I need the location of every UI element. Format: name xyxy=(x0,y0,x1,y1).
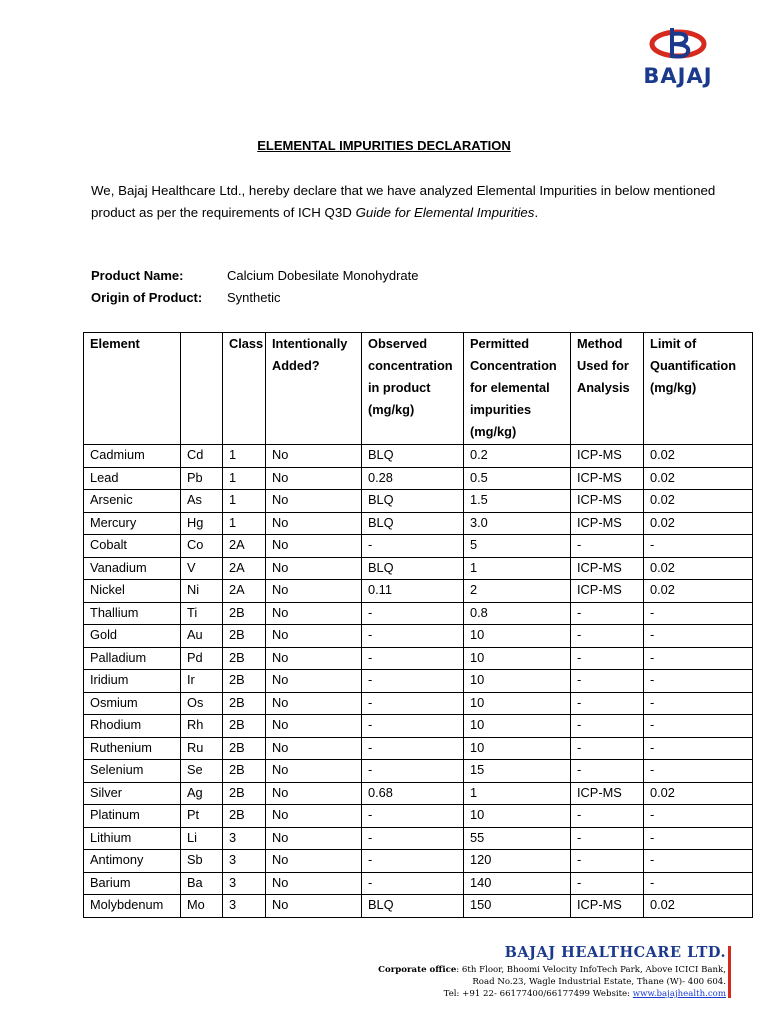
table-cell: Palladium xyxy=(84,647,181,670)
table-cell: 0.02 xyxy=(644,782,753,805)
column-header: Element xyxy=(84,333,181,445)
table-cell: 10 xyxy=(464,647,571,670)
table-cell: 2B xyxy=(223,647,266,670)
table-cell: No xyxy=(266,692,362,715)
table-cell: Li xyxy=(181,827,223,850)
table-cell: No xyxy=(266,512,362,535)
table-cell: - xyxy=(362,827,464,850)
table-cell: - xyxy=(571,760,644,783)
document-title: ELEMENTAL IMPURITIES DECLARATION xyxy=(257,138,511,153)
table-cell: Osmium xyxy=(84,692,181,715)
table-cell: No xyxy=(266,467,362,490)
table-cell: No xyxy=(266,625,362,648)
table-cell: Se xyxy=(181,760,223,783)
table-cell: ICP-MS xyxy=(571,782,644,805)
table-cell: 0.02 xyxy=(644,512,753,535)
table-cell: Ti xyxy=(181,602,223,625)
table-cell: No xyxy=(266,670,362,693)
table-cell: ICP-MS xyxy=(571,445,644,468)
table-cell: 2A xyxy=(223,557,266,580)
declaration-guide-title: Guide for Elemental Impurities xyxy=(355,205,535,220)
table-cell: ICP-MS xyxy=(571,490,644,513)
table-cell: 0.8 xyxy=(464,602,571,625)
table-cell: - xyxy=(362,715,464,738)
table-cell: - xyxy=(571,602,644,625)
table-cell: 2B xyxy=(223,760,266,783)
table-cell: 0.68 xyxy=(362,782,464,805)
origin-row xyxy=(91,290,280,305)
footer-company-name: BAJAJ HEALTHCARE LTD. xyxy=(504,944,726,961)
table-cell: ICP-MS xyxy=(571,895,644,918)
table-cell: Platinum xyxy=(84,805,181,828)
table-body xyxy=(84,445,753,918)
table-cell: Arsenic xyxy=(84,490,181,513)
table-cell: Mo xyxy=(181,895,223,918)
table-cell: 120 xyxy=(464,850,571,873)
table-cell: No xyxy=(266,715,362,738)
table-cell: - xyxy=(362,692,464,715)
table-cell: Molybdenum xyxy=(84,895,181,918)
table-cell: 2B xyxy=(223,805,266,828)
declaration-text xyxy=(91,180,731,224)
table-cell: Hg xyxy=(181,512,223,535)
table-cell: - xyxy=(644,602,753,625)
table-cell: Ni xyxy=(181,580,223,603)
table-row xyxy=(84,782,753,805)
table-cell: 1 xyxy=(223,490,266,513)
table-row xyxy=(84,467,753,490)
table-cell: - xyxy=(571,805,644,828)
table-row xyxy=(84,625,753,648)
table-cell: Ru xyxy=(181,737,223,760)
table-cell: 1 xyxy=(464,782,571,805)
table-row xyxy=(84,692,753,715)
table-cell: 10 xyxy=(464,805,571,828)
table-cell: - xyxy=(644,647,753,670)
table-cell: Pb xyxy=(181,467,223,490)
table-row xyxy=(84,557,753,580)
table-row xyxy=(84,647,753,670)
table-cell: Ir xyxy=(181,670,223,693)
table-row xyxy=(84,827,753,850)
column-header: Method Used for Analysis xyxy=(571,333,644,445)
table-cell: No xyxy=(266,535,362,558)
table-cell: - xyxy=(571,737,644,760)
table-cell: No xyxy=(266,490,362,513)
table-cell: - xyxy=(362,850,464,873)
table-cell: 10 xyxy=(464,625,571,648)
table-cell: - xyxy=(644,692,753,715)
company-logo xyxy=(630,24,730,86)
table-cell: 0.02 xyxy=(644,895,753,918)
table-cell: BLQ xyxy=(362,895,464,918)
table-header-row xyxy=(84,333,753,445)
table-cell: Silver xyxy=(84,782,181,805)
table-cell: - xyxy=(644,625,753,648)
column-header xyxy=(181,333,223,445)
table-cell: - xyxy=(644,670,753,693)
table-cell: 10 xyxy=(464,670,571,693)
table-cell: Barium xyxy=(84,872,181,895)
column-header: Intentionally Added? xyxy=(266,333,362,445)
table-row xyxy=(84,535,753,558)
table-cell: 0.2 xyxy=(464,445,571,468)
table-cell: - xyxy=(362,737,464,760)
table-cell: BLQ xyxy=(362,512,464,535)
table-cell: 140 xyxy=(464,872,571,895)
table-cell: 0.02 xyxy=(644,557,753,580)
table-cell: Cd xyxy=(181,445,223,468)
table-cell: 2B xyxy=(223,625,266,648)
table-cell: 3 xyxy=(223,872,266,895)
footer-address-1 xyxy=(378,965,726,975)
product-name-label: Product Name: xyxy=(91,268,184,283)
table-cell: - xyxy=(644,715,753,738)
footer-address-line1: : 6th Floor, Bhoomi Velocity InfoTech Park, Above ICICI Bank, xyxy=(456,965,726,975)
footer-address-2: Road No.23, Wagle Industrial Estate, Thane (W)- 400 604. xyxy=(472,977,726,987)
table-cell: Iridium xyxy=(84,670,181,693)
table-cell: Rhodium xyxy=(84,715,181,738)
table-cell: - xyxy=(571,715,644,738)
table-cell: 55 xyxy=(464,827,571,850)
table-cell: No xyxy=(266,805,362,828)
table-cell: - xyxy=(644,805,753,828)
table-cell: Pt xyxy=(181,805,223,828)
table-cell: Ag xyxy=(181,782,223,805)
table-cell: Antimony xyxy=(84,850,181,873)
table-cell: 3 xyxy=(223,827,266,850)
footer-website-link[interactable]: www.bajajhealth.com xyxy=(632,989,726,999)
table-cell: - xyxy=(362,535,464,558)
table-cell: No xyxy=(266,782,362,805)
table-cell: - xyxy=(571,692,644,715)
table-cell: Selenium xyxy=(84,760,181,783)
table-cell: 5 xyxy=(464,535,571,558)
table-cell: 1 xyxy=(223,445,266,468)
table-cell: No xyxy=(266,737,362,760)
table-cell: No xyxy=(266,872,362,895)
table-cell: - xyxy=(362,670,464,693)
footer-contact-text: Tel: +91 22- 66177400/66177499 Website: xyxy=(443,989,633,999)
table-cell: Co xyxy=(181,535,223,558)
product-name-row xyxy=(91,268,418,283)
table-cell: Au xyxy=(181,625,223,648)
table-row xyxy=(84,895,753,918)
table-cell: - xyxy=(362,872,464,895)
column-header: Class xyxy=(223,333,266,445)
table-cell: - xyxy=(362,647,464,670)
table-row xyxy=(84,490,753,513)
table-cell: Lead xyxy=(84,467,181,490)
footer-office-label: Corporate office xyxy=(378,965,457,975)
table-cell: 2 xyxy=(464,580,571,603)
table-row xyxy=(84,715,753,738)
table-cell: 2B xyxy=(223,670,266,693)
table-cell: ICP-MS xyxy=(571,580,644,603)
table-cell: 3 xyxy=(223,895,266,918)
table-cell: - xyxy=(362,602,464,625)
table-cell: 3 xyxy=(223,850,266,873)
table-cell: Gold xyxy=(84,625,181,648)
table-cell: 2A xyxy=(223,535,266,558)
table-row xyxy=(84,602,753,625)
table-cell: 2B xyxy=(223,715,266,738)
column-header: Observed concentration in product (mg/kg) xyxy=(362,333,464,445)
table-cell: No xyxy=(266,895,362,918)
declaration-body: We, Bajaj Healthcare Ltd., hereby declare that we have analyzed Elemental Impurities in below mentioned product as per the requirements of ICH Q3D xyxy=(91,183,716,220)
table-cell: 0.02 xyxy=(644,580,753,603)
table-cell: - xyxy=(644,827,753,850)
table-row xyxy=(84,512,753,535)
table-cell: ICP-MS xyxy=(571,467,644,490)
table-row xyxy=(84,760,753,783)
table-cell: 1 xyxy=(464,557,571,580)
origin-value: Synthetic xyxy=(227,290,281,305)
table-cell: 2B xyxy=(223,602,266,625)
table-row xyxy=(84,850,753,873)
table-cell: 10 xyxy=(464,715,571,738)
table-cell: - xyxy=(644,760,753,783)
table-cell: - xyxy=(644,535,753,558)
table-cell: 2B xyxy=(223,737,266,760)
table-cell: - xyxy=(644,737,753,760)
impurities-table xyxy=(83,332,753,918)
column-header: Permitted Concentration for elemental impurities (mg/kg) xyxy=(464,333,571,445)
product-name-value: Calcium Dobesilate Monohydrate xyxy=(227,268,419,283)
bajaj-emblem-icon xyxy=(642,24,714,62)
table-cell: Mercury xyxy=(84,512,181,535)
table-cell: - xyxy=(644,872,753,895)
table-cell: No xyxy=(266,760,362,783)
table-cell: No xyxy=(266,580,362,603)
table-cell: No xyxy=(266,647,362,670)
table-cell: - xyxy=(571,827,644,850)
table-cell: BLQ xyxy=(362,557,464,580)
table-cell: - xyxy=(571,670,644,693)
table-cell: Os xyxy=(181,692,223,715)
origin-label: Origin of Product: xyxy=(91,290,203,305)
table-cell: - xyxy=(571,872,644,895)
table-cell: Lithium xyxy=(84,827,181,850)
declaration-end: . xyxy=(534,205,539,220)
table-cell: 1 xyxy=(223,512,266,535)
table-cell: No xyxy=(266,445,362,468)
table-cell: - xyxy=(362,805,464,828)
table-cell: 15 xyxy=(464,760,571,783)
table-cell: Vanadium xyxy=(84,557,181,580)
table-cell: Cadmium xyxy=(84,445,181,468)
table-cell: 0.02 xyxy=(644,467,753,490)
table-cell: No xyxy=(266,557,362,580)
table-row xyxy=(84,872,753,895)
table-row xyxy=(84,445,753,468)
table-row xyxy=(84,805,753,828)
table-cell: V xyxy=(181,557,223,580)
footer-contact xyxy=(444,989,726,999)
table-cell: 1 xyxy=(223,467,266,490)
table-cell: No xyxy=(266,850,362,873)
table-cell: 3.0 xyxy=(464,512,571,535)
table-row xyxy=(84,580,753,603)
table-cell: Pd xyxy=(181,647,223,670)
table-cell: ICP-MS xyxy=(571,557,644,580)
table-cell: - xyxy=(571,535,644,558)
table-cell: As xyxy=(181,490,223,513)
table-cell: 10 xyxy=(464,692,571,715)
table-cell: Ruthenium xyxy=(84,737,181,760)
table-cell: 10 xyxy=(464,737,571,760)
footer-accent-bar xyxy=(728,946,731,998)
table-cell: BLQ xyxy=(362,445,464,468)
table-cell: 2A xyxy=(223,580,266,603)
table-cell: Thallium xyxy=(84,602,181,625)
table-cell: 0.5 xyxy=(464,467,571,490)
table-cell: ICP-MS xyxy=(571,512,644,535)
table-cell: 0.28 xyxy=(362,467,464,490)
table-cell: Rh xyxy=(181,715,223,738)
table-cell: Nickel xyxy=(84,580,181,603)
logo-text: BAJAJ xyxy=(643,64,713,88)
table-cell: 0.02 xyxy=(644,490,753,513)
table-cell: - xyxy=(362,625,464,648)
table-cell: BLQ xyxy=(362,490,464,513)
table-cell: 1.5 xyxy=(464,490,571,513)
table-cell: No xyxy=(266,827,362,850)
table-row xyxy=(84,737,753,760)
table-cell: - xyxy=(362,760,464,783)
table-cell: Ba xyxy=(181,872,223,895)
table-cell: - xyxy=(571,647,644,670)
column-header: Limit of Quantification (mg/kg) xyxy=(644,333,753,445)
table-cell: 2B xyxy=(223,692,266,715)
table-cell: 2B xyxy=(223,782,266,805)
table-cell: - xyxy=(571,850,644,873)
table-cell: 0.02 xyxy=(644,445,753,468)
table-row xyxy=(84,670,753,693)
table-cell: Cobalt xyxy=(84,535,181,558)
table-cell: 0.11 xyxy=(362,580,464,603)
table-cell: - xyxy=(571,625,644,648)
table-cell: No xyxy=(266,602,362,625)
table-cell: - xyxy=(644,850,753,873)
table-cell: 150 xyxy=(464,895,571,918)
table-cell: Sb xyxy=(181,850,223,873)
